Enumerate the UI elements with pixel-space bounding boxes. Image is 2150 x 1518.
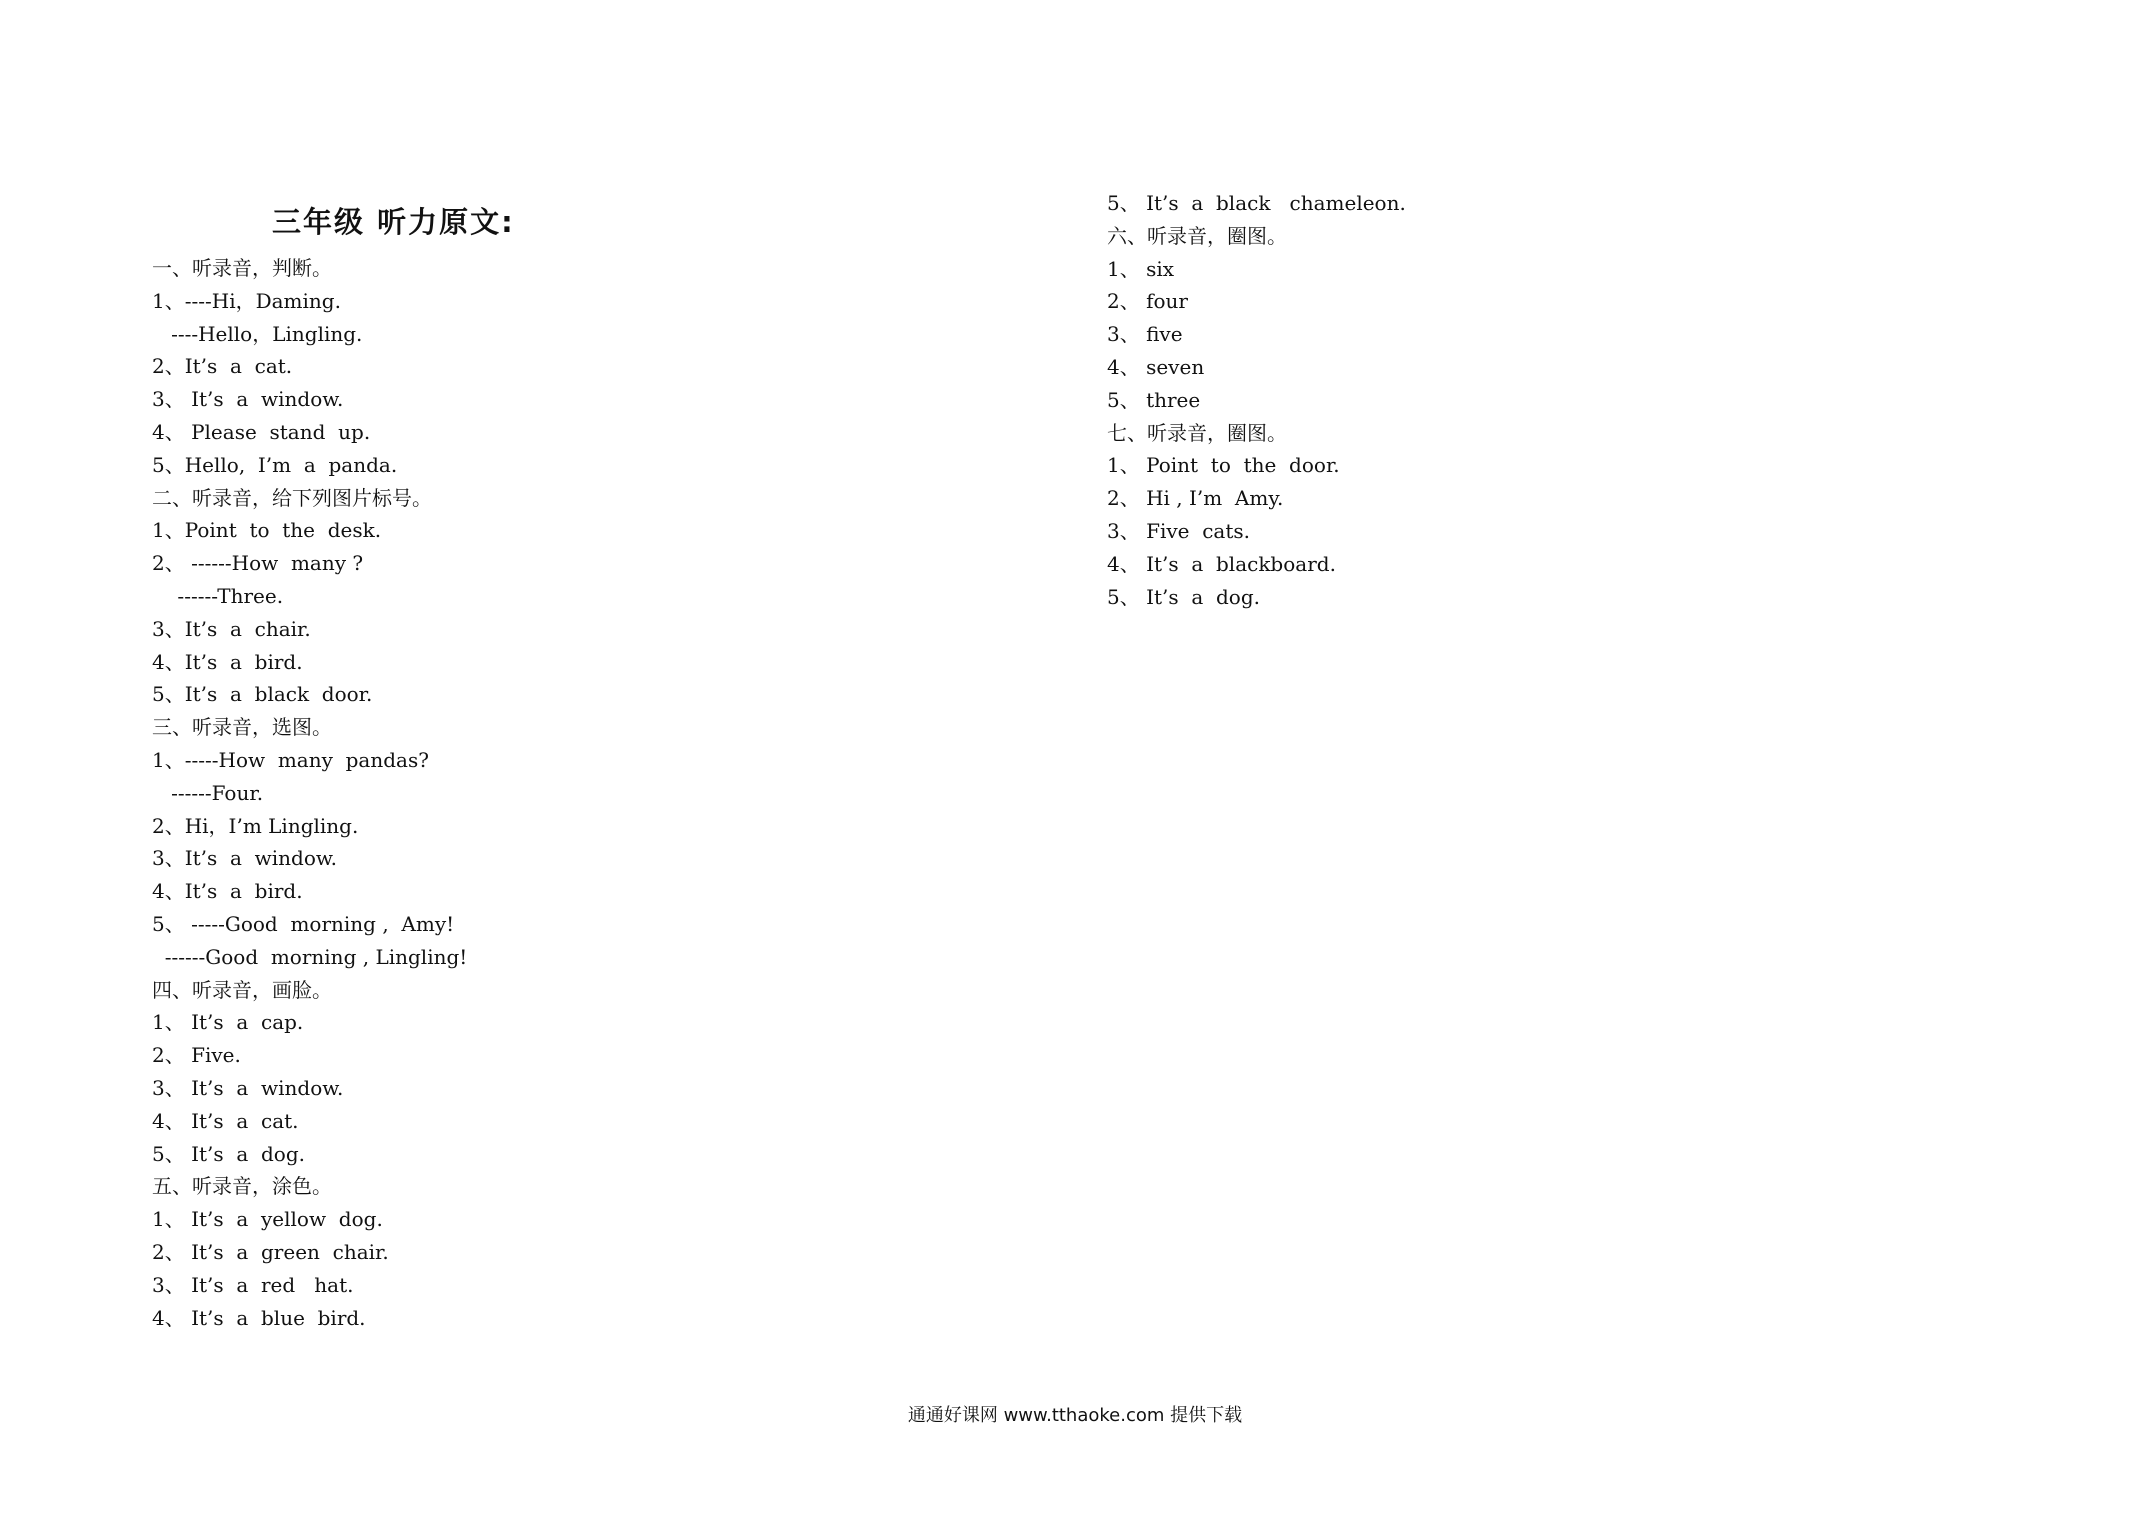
text-line: 4、 seven [1107, 354, 1205, 379]
text-line: 2、 four [1107, 289, 1188, 314]
text-line: 2、 Five. [152, 1043, 241, 1068]
text-line: 2、It’s a cat. [152, 354, 293, 379]
text-line: 5、 It’s a dog. [152, 1141, 305, 1166]
text-line: 4、It’s a bird. [152, 879, 303, 904]
footer-source-note: 通通好课网 www.tthaoke.com 提供下载 [907, 1405, 1243, 1426]
text-line: 3、 It’s a window. [152, 387, 344, 412]
text-line: 七、听录音，圈图。 [1107, 420, 1287, 445]
text-line: 1、 six [1107, 256, 1175, 281]
text-line: 5、 It’s a black chameleon. [1107, 191, 1406, 215]
text-line: 3、It’s a window. [152, 846, 337, 871]
text-line: 5、Hello, I’m a panda. [152, 452, 398, 477]
text-line: 1、 Point to the door. [1107, 453, 1340, 478]
text-line: 3、 Five cats. [1107, 518, 1250, 543]
text-line: 1、 It’s a cap. [152, 1010, 304, 1035]
text-line: 1、-----How many pandas? [152, 747, 429, 772]
text-line: ------Three. [152, 583, 284, 608]
text-line: 一、听录音，判断。 [152, 256, 332, 280]
text-line: 3、 It’s a red hat. [152, 1272, 354, 1297]
text-line: 2、 ------How many ? [152, 551, 364, 576]
text-line: 三、听录音，选图。 [152, 715, 332, 740]
text-line: 1、----Hi，Daming. [152, 288, 341, 313]
left-column [152, 252, 467, 1334]
text-line: 五、听录音，涂色。 [152, 1174, 332, 1199]
text-line: 六、听录音，圈图。 [1107, 223, 1287, 248]
text-line: 5、It’s a black door. [152, 682, 373, 707]
text-line: 1、 It’s a yellow dog. [152, 1207, 383, 1232]
text-line: 4、It’s a bird. [152, 649, 303, 674]
text-line: 4、 It’s a cat. [152, 1108, 299, 1133]
text-line: 4、 It’s a blackboard. [1107, 551, 1336, 576]
text-line: 5、 It’s a dog. [1107, 584, 1260, 609]
text-line: 四、听录音，画脸。 [152, 977, 332, 1002]
right-column [1107, 187, 1406, 613]
text-line: 3、 five [1107, 322, 1183, 347]
text-line: 4、 It’s a blue bird. [152, 1305, 366, 1330]
text-line: 1、Point to the desk. [152, 518, 382, 543]
text-line: 3、It’s a chair. [152, 616, 311, 641]
text-line: 2、 Hi , I’m Amy. [1107, 486, 1284, 511]
text-line: ----Hello，Lingling. [152, 321, 363, 346]
text-line: ------Good morning , Lingling! [152, 944, 468, 969]
text-line: 2、 It’s a green chair. [152, 1239, 389, 1264]
text-line: 4、 Please stand up. [152, 419, 371, 444]
page-title: 三年级 听力原文: [272, 205, 515, 239]
text-line: 3、 It’s a window. [152, 1075, 344, 1100]
text-line: ------Four. [152, 780, 264, 805]
text-line: 二、听录音，给下列图片标号。 [152, 485, 432, 510]
text-line: 2、Hi，I’m Lingling. [152, 813, 359, 838]
text-line: 5、 -----Good morning , Amy! [152, 911, 455, 936]
text-line: 5、 three [1107, 387, 1201, 412]
